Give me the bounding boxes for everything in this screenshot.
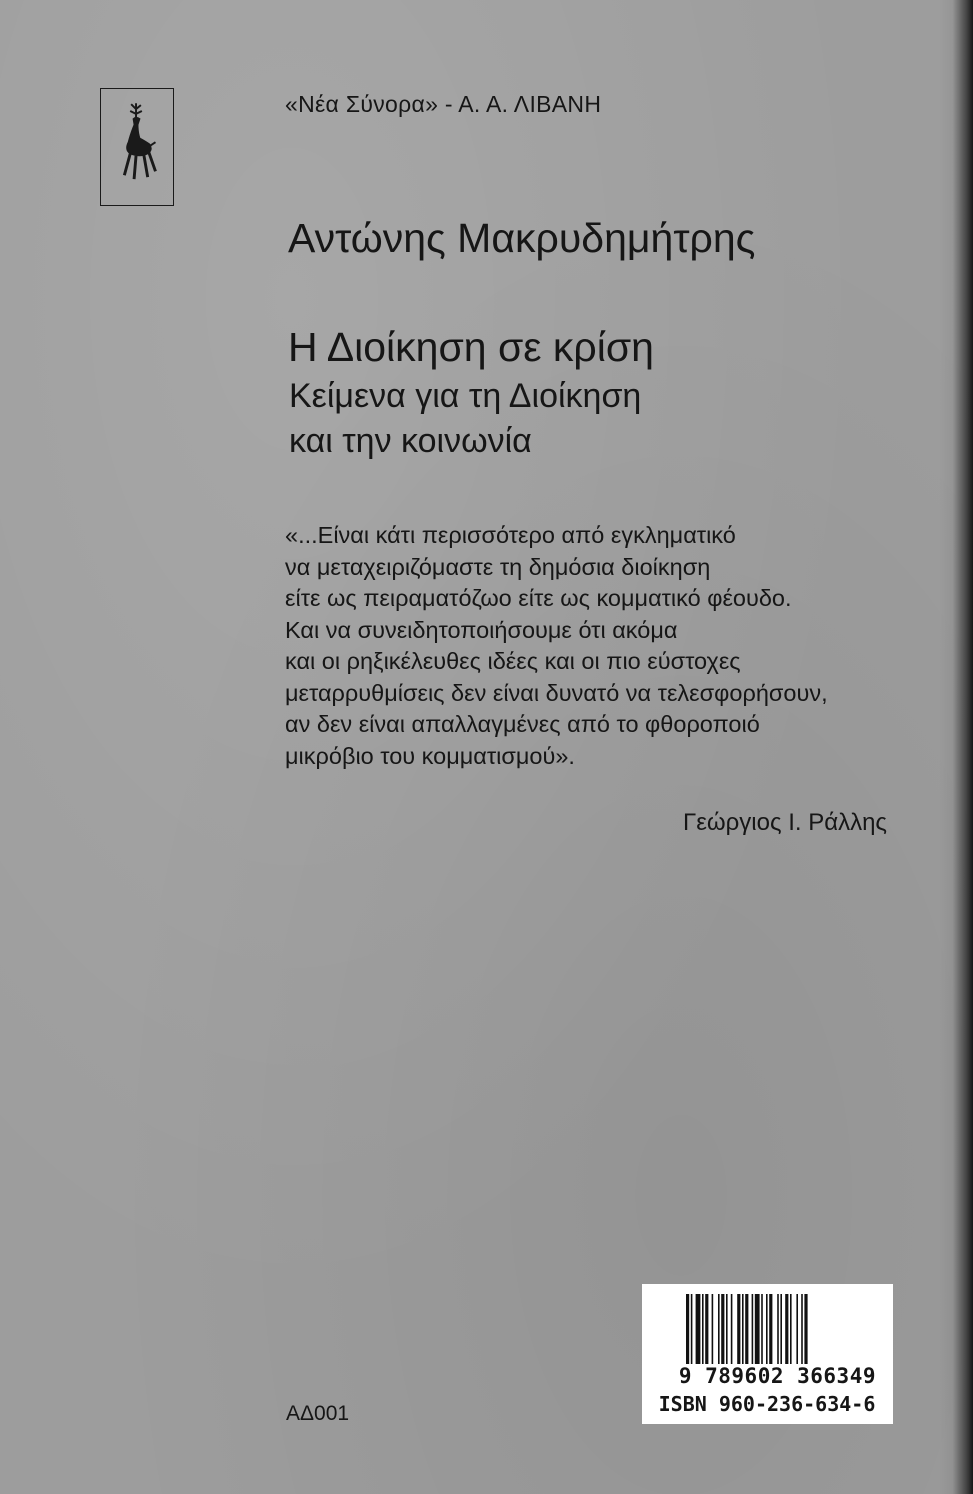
deer-icon [101, 89, 173, 205]
barcode-bar [712, 1294, 714, 1364]
barcode-bar [742, 1294, 744, 1364]
quote-line: είτε ως πειραματόζωο είτε ως κομματικό φέουδο. [285, 585, 792, 611]
barcode-bar [769, 1294, 772, 1364]
barcode-bar [780, 1294, 782, 1364]
subtitle-line: Κείμενα για τη Διοίκηση [289, 377, 642, 415]
quote-line: μικρόβιο του κομματισμού». [285, 742, 575, 769]
barcode-bar [804, 1294, 807, 1364]
quote-line: «...Είναι κάτι περισσότερο από εγκληματικό [285, 522, 736, 548]
publisher-name: «Νέα Σύνορα» - Α. Α. ΛΙΒΑΝΗ [285, 91, 602, 117]
barcode-bar [721, 1294, 724, 1364]
barcode-bar [726, 1294, 728, 1364]
barcode-bar [785, 1294, 788, 1364]
barcode-bar [731, 1294, 733, 1364]
barcode-bar [761, 1294, 763, 1364]
book-title: Η Διοίκηση σε κρίση [288, 324, 654, 370]
barcode-bar [745, 1294, 748, 1364]
quote-line: μεταρρυθμίσεις δεν είναι δυνατό να τελεσφορήσουν, [285, 679, 828, 706]
barcode-bar [696, 1294, 701, 1364]
quote-line: αν δεν είναι απαλλαγμένες από το φθοροποιό [285, 711, 760, 737]
author-name: Αντώνης Μακρυδημήτρης [288, 215, 756, 261]
barcode-bar [777, 1294, 779, 1364]
scan-edge-shadow [939, 0, 973, 1494]
book-subtitle [289, 374, 641, 464]
barcode-bar [718, 1294, 720, 1364]
barcode-bar [691, 1294, 693, 1364]
barcode-bar [790, 1294, 792, 1364]
quote-attribution: Γεώργιος Ι. Ράλλης [682, 809, 887, 836]
quote-line: και οι ρηξικέλευθες ιδέες και οι πιο εύστοχες [285, 648, 741, 674]
subtitle-line: και την κοινωνία [289, 422, 532, 460]
barcode-bar [755, 1294, 760, 1364]
blurb-quote [285, 520, 828, 772]
barcode-label [642, 1284, 893, 1424]
barcode-image [686, 1294, 876, 1364]
isbn-number: ISBN 960-236-634-6 [658, 1392, 876, 1416]
quote-line: να μεταχειριζόμαστε τη δημόσια διοίκηση [285, 553, 711, 580]
barcode-bar [737, 1294, 740, 1364]
barcode-bar [702, 1294, 704, 1364]
ean-number: 9 789602 366349 [678, 1364, 876, 1388]
barcode-bar [801, 1294, 803, 1364]
publisher-logo [100, 88, 174, 206]
catalog-code: ΑΔ001 [286, 1402, 350, 1425]
quote-line: Και να συνειδητοποιήσουμε ότι ακόμα [285, 616, 678, 643]
barcode-bar [766, 1294, 768, 1364]
barcode-icon [686, 1294, 876, 1364]
barcode-bar [686, 1294, 689, 1364]
barcode-bar [796, 1294, 798, 1364]
barcode-bar [705, 1294, 708, 1364]
barcode-bar [752, 1294, 754, 1364]
